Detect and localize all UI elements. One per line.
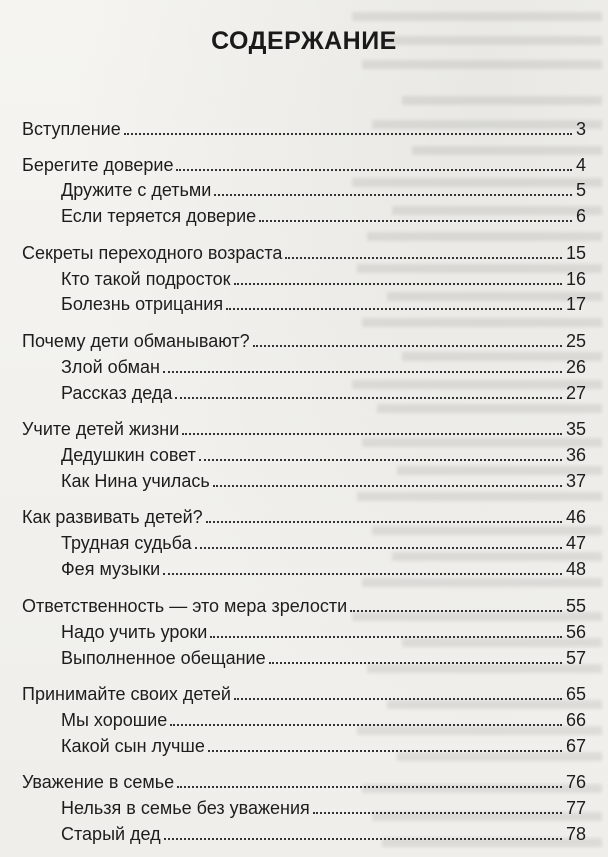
toc-chapter-entry[interactable] [22, 152, 586, 176]
toc-row [0, 707, 608, 731]
toc-entry-title: Принимайте своих детей [22, 684, 231, 704]
toc-entry-title: Если теряется доверие [61, 206, 257, 226]
toc-row [0, 733, 608, 757]
toc-entry-title: Какой сын лучше [61, 736, 205, 756]
toc-entry-title: Вступление [22, 119, 121, 139]
dot-leader [176, 169, 572, 171]
toc-page-number: 47 [565, 533, 586, 553]
toc-row [0, 177, 608, 201]
toc-entry-title: Болезнь отрицания [61, 294, 224, 314]
dot-leader [195, 547, 562, 549]
toc-row [0, 769, 608, 793]
toc-page-number: 57 [565, 648, 586, 668]
toc-chapter-entry[interactable] [22, 116, 586, 140]
toc-row [0, 556, 608, 580]
toc-entry-title: Берегите доверие [22, 155, 174, 175]
toc-title: СОДЕРЖАНИЕ [211, 27, 397, 55]
toc-subsection-entry[interactable] [61, 266, 586, 290]
dot-leader [182, 433, 562, 435]
toc-row [0, 380, 608, 404]
toc-page-number: 36 [565, 445, 586, 465]
toc-row [0, 593, 608, 617]
toc-row [0, 645, 608, 669]
toc-entry-title: Трудная судьба [61, 533, 192, 553]
dot-leader [175, 397, 562, 399]
toc-subsection-entry[interactable] [61, 733, 586, 757]
toc-subsection-entry[interactable] [61, 619, 586, 643]
dot-leader [350, 610, 562, 612]
dot-leader [177, 786, 562, 788]
toc-page-number: 67 [565, 736, 586, 756]
toc-row [0, 203, 608, 227]
toc-row [0, 416, 608, 440]
toc-subsection-entry[interactable] [61, 645, 586, 669]
dot-leader [199, 459, 562, 461]
toc-entry-title: Дружите с детьми [61, 180, 212, 200]
toc-row [0, 240, 608, 264]
toc-subsection-entry[interactable] [61, 442, 586, 466]
toc-entry-title: Злой обман [61, 357, 160, 377]
toc-chapter-entry[interactable] [22, 328, 586, 352]
toc-row [0, 619, 608, 643]
dot-leader [269, 662, 562, 664]
toc-page-number: 35 [565, 419, 586, 439]
toc-page-number: 3 [575, 119, 586, 139]
toc-subsection-entry[interactable] [61, 291, 586, 315]
toc-entry-title: Рассказ деда [61, 383, 173, 403]
dot-leader [208, 750, 562, 752]
toc-entry-title: Мы хорошие [61, 710, 168, 730]
toc-page-number: 46 [565, 507, 586, 527]
toc-page-number: 27 [565, 383, 586, 403]
toc-entry-title: Как развивать детей? [22, 507, 203, 527]
dot-leader [213, 485, 562, 487]
toc-entry-title: Выполненное обещание [61, 648, 266, 668]
toc-chapter-entry[interactable] [22, 681, 586, 705]
dot-leader [259, 220, 572, 222]
toc-chapter-entry[interactable] [22, 504, 586, 528]
toc-page-number: 16 [565, 269, 586, 289]
toc-page-number: 76 [565, 772, 586, 792]
toc-page-number: 78 [565, 824, 586, 844]
dot-leader [313, 812, 562, 814]
toc-subsection-entry[interactable] [61, 556, 586, 580]
toc-entry-title: Ответственность — это мера зрелости [22, 596, 348, 616]
toc-row [0, 681, 608, 705]
dot-leader [163, 573, 562, 575]
toc-row [0, 116, 608, 140]
toc-subsection-entry[interactable] [61, 177, 586, 201]
dot-leader [226, 308, 562, 310]
dot-leader [253, 345, 562, 347]
dot-leader [206, 521, 562, 523]
toc-subsection-entry[interactable] [61, 707, 586, 731]
toc-subsection-entry[interactable] [61, 530, 586, 554]
toc-page-number: 6 [575, 206, 586, 226]
toc-subsection-entry[interactable] [61, 203, 586, 227]
toc-page-number: 25 [565, 331, 586, 351]
dot-leader [214, 194, 572, 196]
toc-entry-title: Секреты переходного возраста [22, 243, 283, 263]
toc-entry-title: Уважение в семье [22, 772, 175, 792]
dot-leader [164, 838, 562, 840]
toc-page-number: 4 [575, 155, 586, 175]
dot-leader [285, 257, 562, 259]
toc-row [0, 152, 608, 176]
toc-entry-title: Фея музыки [61, 559, 161, 579]
dot-leader [234, 698, 562, 700]
toc-entry-title: Нельзя в семье без уважения [61, 798, 310, 818]
toc-page-number: 5 [575, 180, 586, 200]
toc-row [0, 291, 608, 315]
dot-leader [170, 724, 562, 726]
toc-row [0, 821, 608, 845]
toc-chapter-entry[interactable] [22, 593, 586, 617]
toc-entry-title: Почему дети обманывают? [22, 331, 250, 351]
toc-subsection-entry[interactable] [61, 354, 586, 378]
toc-entry-title: Кто такой подросток [61, 269, 231, 289]
toc-row [0, 354, 608, 378]
toc-chapter-entry[interactable] [22, 416, 586, 440]
toc-row [0, 328, 608, 352]
toc-subsection-entry[interactable] [61, 821, 586, 845]
toc-chapter-entry[interactable] [22, 769, 586, 793]
toc-subsection-entry[interactable] [61, 468, 586, 492]
toc-row [0, 442, 608, 466]
toc-chapter-entry[interactable] [22, 240, 586, 264]
toc-page-number: 56 [565, 622, 586, 642]
toc-row [0, 266, 608, 290]
toc-subsection-entry[interactable] [61, 795, 586, 819]
toc-page-number: 55 [565, 596, 586, 616]
toc-row [0, 795, 608, 819]
toc-row [0, 504, 608, 528]
dot-leader [124, 133, 572, 135]
toc-page-number: 66 [565, 710, 586, 730]
toc-entry-title: Старый дед [61, 824, 161, 844]
toc-page-number: 48 [565, 559, 586, 579]
toc-entry-title: Дедушкин совет [61, 445, 196, 465]
toc-subsection-entry[interactable] [61, 380, 586, 404]
toc-entry-title: Учите детей жизни [22, 419, 180, 439]
dot-leader [234, 283, 562, 285]
toc-page-number: 65 [565, 684, 586, 704]
toc-page-number: 26 [565, 357, 586, 377]
toc-row [0, 530, 608, 554]
toc-page-number: 37 [565, 471, 586, 491]
toc-entry-title: Надо учить уроки [61, 622, 208, 642]
toc-page-number: 17 [565, 294, 586, 314]
toc-entry-title: Как Нина училась [61, 471, 210, 491]
dot-leader [210, 636, 562, 638]
toc-page-number: 15 [565, 243, 586, 263]
toc-page-number: 77 [565, 798, 586, 818]
toc-row [0, 468, 608, 492]
dot-leader [163, 371, 562, 373]
